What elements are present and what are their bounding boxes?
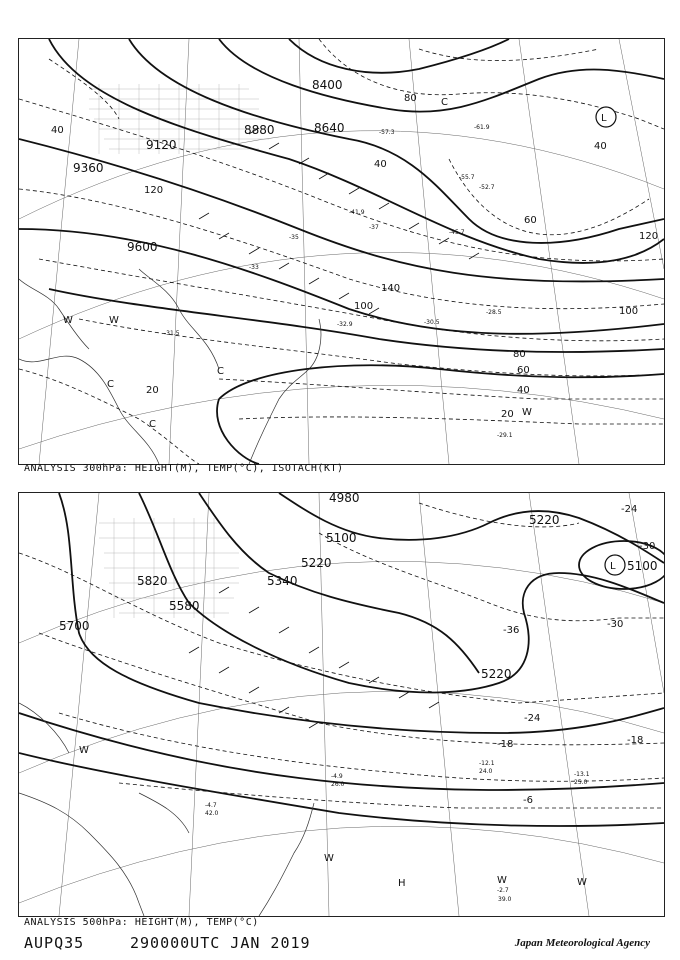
temp-label-8: -37	[369, 224, 379, 231]
temp-500-7: -13.1	[574, 771, 590, 778]
isotherm-label-minus18: -18	[497, 739, 514, 750]
jet-hatch	[89, 84, 269, 154]
warm-marker-1: W	[63, 315, 73, 326]
height-label-5220b: 5220	[481, 667, 512, 681]
agency-name: Japan Meteorological Agency	[514, 937, 650, 949]
isotach-label-20b: 20	[501, 409, 514, 420]
temp-500-9: -12.1	[479, 760, 495, 767]
temp-500-2: 39.0	[498, 896, 512, 903]
map-panel-500hpa	[18, 492, 665, 917]
isotach-label-40d: 40	[374, 159, 387, 170]
temp-label-9: -41.9	[349, 209, 365, 216]
graticule	[19, 39, 664, 464]
height-label-5220: 5220	[301, 556, 332, 570]
height-label-5340: 5340	[267, 574, 298, 588]
temp-label-4: -32.9	[337, 321, 353, 328]
isotach-label-20: 20	[146, 385, 159, 396]
wind-barbs-500	[189, 587, 439, 728]
isotach-label-80: 80	[404, 93, 417, 104]
isotherm-label-minus24: -24	[524, 713, 541, 724]
coastline	[19, 269, 321, 464]
warm-marker-2: W	[109, 315, 119, 326]
isotach-label-40c: 40	[594, 141, 607, 152]
height-label-5220c: 5220	[529, 513, 560, 527]
height-label-5100: 5100	[326, 531, 357, 545]
isotach-label-60b: 60	[517, 365, 530, 376]
height-label-9360: 9360	[73, 161, 104, 175]
temp-label-6: -33	[249, 264, 259, 271]
isotherm-label-30: -30	[639, 541, 656, 552]
wind-barbs	[199, 128, 479, 314]
coastline-500	[19, 703, 314, 916]
cold-marker-3: C	[107, 379, 114, 390]
isotherm-label-minus30: -30	[607, 619, 624, 630]
isotach-label-140: 140	[381, 283, 401, 294]
temp-label-10: -45.7	[449, 229, 465, 236]
warm-marker-500-4: W	[79, 745, 89, 756]
height-label-9600: 9600	[127, 240, 158, 254]
height-label-8880: 8880	[244, 123, 275, 137]
warm-marker-500-1: W	[324, 853, 334, 864]
temp-label-3: -28.5	[486, 309, 502, 316]
graticule-500	[19, 493, 664, 916]
temp-500-3: -4.7	[205, 802, 217, 809]
temp-label-14: -61.9	[474, 124, 490, 131]
temp-label-1: -29.1	[497, 432, 513, 439]
isotherm-label-minus6: -6	[523, 795, 533, 806]
height-label-4980: 4980	[329, 493, 360, 505]
isotach-label-100: 100	[354, 301, 374, 312]
high-label-500: H	[398, 878, 406, 889]
temp-label-11: -52.7	[479, 184, 495, 191]
isotach-lines	[19, 39, 664, 464]
isotach-label-120b: 120	[144, 185, 164, 196]
cold-marker-1: C	[441, 97, 448, 108]
temp-label-5: -31.5	[164, 330, 180, 337]
temp-label-7: -35	[289, 234, 299, 241]
isotach-label-120: 120	[639, 231, 659, 242]
panel-500-caption: ANALYSIS 500hPa: HEIGHT(M), TEMP(°C)	[24, 917, 259, 928]
temp-label-13: -57.3	[379, 129, 395, 136]
analysis-time: 290000UTC JAN 2019	[130, 934, 311, 952]
isotach-label-60: 60	[524, 215, 537, 226]
isotach-label-40b: 40	[517, 385, 530, 396]
temp-500-8: 25.0	[574, 779, 588, 786]
chart-500hpa	[19, 493, 664, 916]
height-label-9120: 9120	[146, 138, 177, 152]
warm-marker-500-2: W	[497, 875, 507, 886]
height-label-5820: 5820	[137, 574, 168, 588]
isotach-label-40: 40	[51, 125, 64, 136]
panel-300-caption: ANALYSIS 300hPa: HEIGHT(M), TEMP(°C), ISOTACH(KT)	[24, 463, 344, 474]
temp-500-6: 26.0	[331, 781, 345, 788]
height-label-5100b: 5100	[627, 559, 658, 573]
chart-code: AUPQ35	[24, 934, 85, 952]
isotherm-label-18: -18	[627, 735, 644, 746]
isotach-label-80b: 80	[513, 349, 526, 360]
temp-label-12: -55.7	[459, 174, 475, 181]
temp-label-2: -30.5	[424, 319, 440, 326]
temp-500-4: 42.0	[205, 810, 219, 817]
height-label-5700: 5700	[59, 619, 90, 633]
map-panel-300hpa	[18, 38, 665, 465]
temp-500-5: -4.9	[331, 773, 343, 780]
height-label-8640: 8640	[314, 121, 345, 135]
height-label-8400: 8400	[312, 78, 343, 92]
cold-marker-4: C	[149, 419, 156, 430]
chart-300hpa	[19, 39, 664, 464]
height-label-5580: 5580	[169, 599, 200, 613]
isotach-label-100b: 100	[619, 306, 639, 317]
low-label-500: L	[610, 561, 616, 572]
warm-marker-3: W	[522, 407, 532, 418]
cold-marker-2: C	[217, 366, 224, 377]
low-label-300: L	[601, 113, 607, 124]
temp-500-10: 24.0	[479, 768, 493, 775]
warm-marker-500-3: W	[577, 877, 587, 888]
isotherm-label-24: -24	[621, 504, 638, 515]
isotherm-label-minus36: -36	[503, 625, 520, 636]
temp-500-1: -2.7	[497, 887, 509, 894]
